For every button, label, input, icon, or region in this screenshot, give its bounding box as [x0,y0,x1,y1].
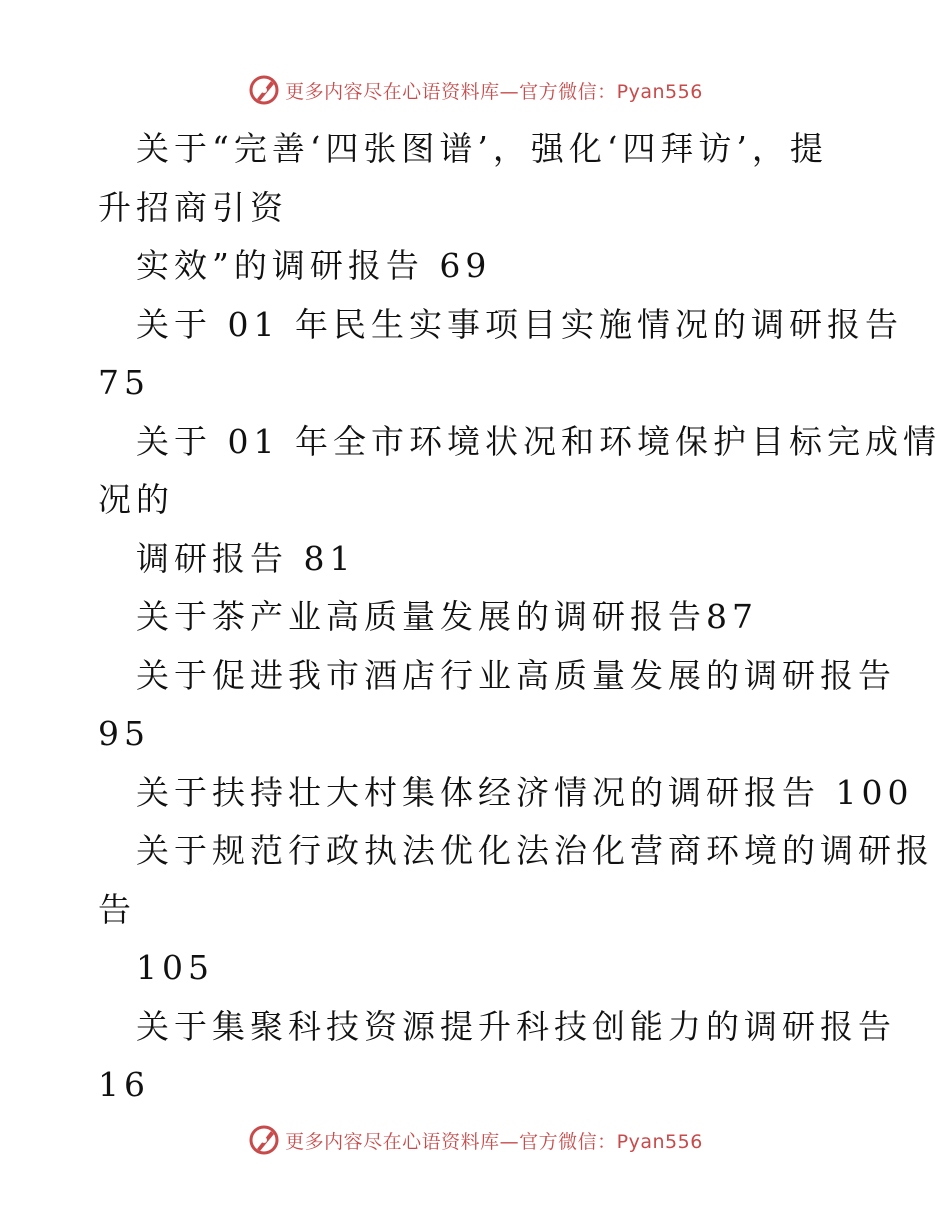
toc-line: 关于 01 年全市环境状况和环境保护目标完成情 [136,421,941,461]
toc-line: 105 [136,948,214,987]
header-banner [0,70,950,110]
toc-line: 75 [98,363,150,402]
toc-line: 关于促进我市酒店行业高质量发展的调研报告 [136,655,896,695]
toc-line: 告 [98,889,136,929]
pen-logo-icon [247,1123,281,1157]
toc-line: 关于集聚科技资源提升科技创能力的调研报告 [136,1006,896,1046]
toc-line: 实效”的调研报告 69 [136,246,492,285]
banner-text: 更多内容尽在心语资料库—官方微信：Pyan556 [285,1130,703,1153]
toc-line: 关于茶产业高质量发展的调研报告87 [136,597,758,636]
toc-line: 16 [98,1065,150,1104]
toc-line: 升招商引资 [98,187,288,227]
toc-line: 调研报告 81 [136,538,356,578]
toc-list [98,120,941,1115]
toc-line: 关于 01 年民生实事项目实施情况的调研报告 [136,304,903,344]
footer-banner [0,1120,950,1160]
toc-line: 况的 [98,480,174,519]
pen-logo-icon [247,73,281,107]
banner-text: 更多内容尽在心语资料库—官方微信：Pyan556 [285,80,703,103]
toc-line: 关于“完善‘四张图谱’，强化‘四拜访’，提 [136,129,828,168]
toc-line: 关于扶持壮大村集体经济情况的调研报告 100 [136,772,914,812]
toc-line: 关于规范行政执法优化法治化营商环境的调研报 [136,831,934,870]
toc-line: 95 [98,714,150,753]
